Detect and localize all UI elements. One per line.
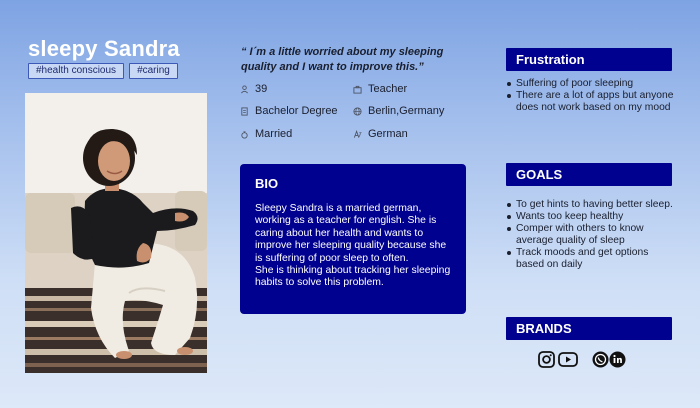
fact-education-value: Bachelor Degree [255,105,338,117]
fact-language-value: German [368,128,408,140]
frustration-header: Frustration [506,48,672,71]
goals-header: GOALS [506,163,672,186]
persona-quote: “ I´m a little worried about my sleeping quality and I want to improve this.” [241,46,444,73]
brands-icons [538,351,626,368]
persona-photo [25,93,207,373]
ring-icon [240,130,249,139]
person-icon [240,85,249,94]
fact-status [240,128,292,140]
fact-status-value: Married [255,128,293,140]
tag-caring: #caring [129,63,178,79]
bio-text: Sleepy Sandra is a married german, working as a teacher for english. She is caring about her health and wants to improve her sleeping quality because she is suffering of poor sleep to often. She is thinking about tracking her sleeping habits to solve this problem. [255,203,451,289]
persona-name: sleepy Sandra [28,36,180,61]
frustration-list [506,78,676,114]
tag-list [28,63,178,79]
fact-location-value: Berlin,Germany [368,105,445,117]
globe-icon [353,107,362,116]
brands-header: BRANDS [506,317,672,340]
fact-education [240,105,338,117]
bio-title: BIO [255,176,279,191]
briefcase-icon [353,85,362,94]
fact-age [240,83,267,95]
list-item: Comper with others to know average quality of sleep [506,223,676,247]
list-item: There are a lot of apps but anyone does not work based on my mood [506,90,676,114]
youtube-icon [558,351,578,368]
fact-age-value: 39 [255,83,268,95]
bio-card [240,164,466,314]
instagram-icon [538,351,555,368]
document-icon [240,107,249,116]
fact-occupation-value: Teacher [368,83,408,95]
tag-health-conscious: #health conscious [28,63,124,79]
goals-list [506,199,676,271]
fact-location [353,105,444,117]
language-icon [353,130,362,139]
whatsapp-icon [592,351,609,368]
linkedin-icon [609,351,626,368]
list-item: Track moods and get options based on daily [506,247,676,271]
list-item: To get hints to having better sleep. [506,199,676,211]
list-item: Wants too keep healthy [506,211,676,223]
fact-language [353,128,408,140]
list-item: Suffering of poor sleeping [506,78,676,90]
fact-occupation [353,83,407,95]
